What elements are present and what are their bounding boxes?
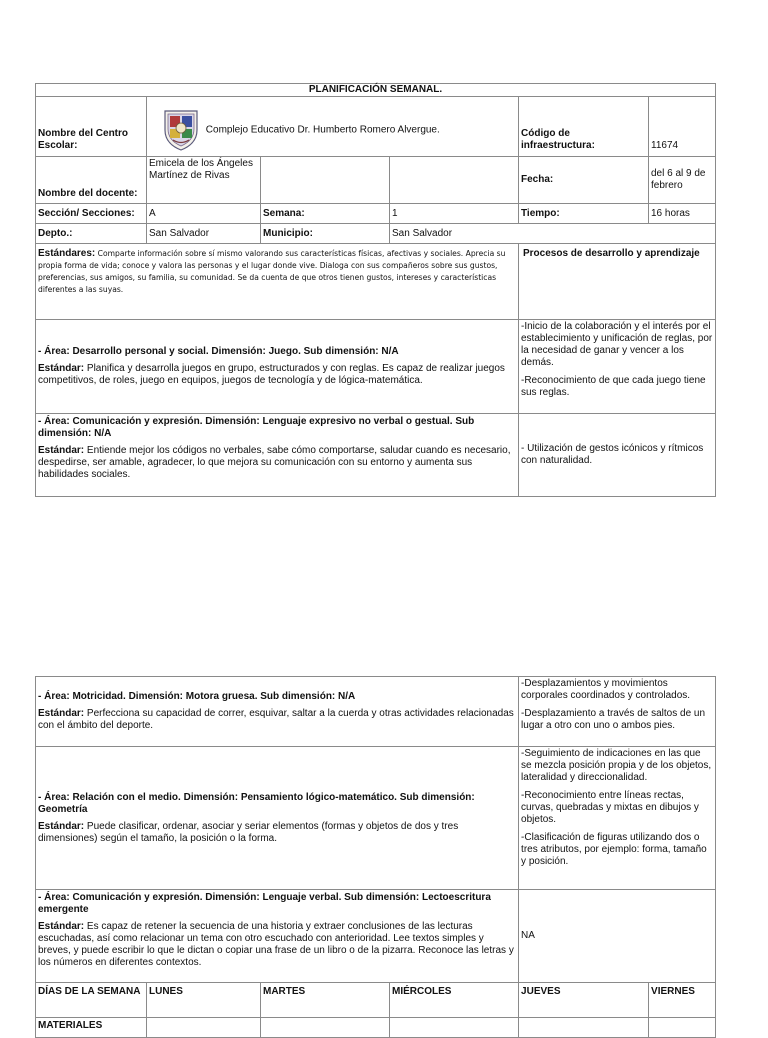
codigo-value: 11674 — [649, 97, 716, 157]
process-item: -Inicio de la colaboración y el interés por el establecimiento y unificación de reglas, por la necesidad de ganar y vencer a los demás. — [521, 321, 713, 368]
planning-table-page-1 — [35, 83, 716, 497]
area-title: - Área: Desarrollo personal y social. Dimensión: Juego. Sub dimensión: N/A — [38, 346, 399, 357]
estandares-cell — [36, 244, 519, 320]
area-title: - Área: Relación con el medio. Dimensión: Pensamiento lógico-matemático. Sub dimensión: Geometría — [38, 791, 475, 815]
day-viernes: VIERNES — [649, 983, 716, 1018]
area-cell — [36, 677, 519, 747]
docente-value: Emicela de los Ángeles Martínez de Rivas — [147, 157, 261, 204]
area-title: - Área: Motricidad. Dimensión: Motora gruesa. Sub dimensión: N/A — [38, 691, 356, 702]
fecha-label: Fecha: — [519, 157, 649, 204]
municipio-value: San Salvador — [390, 224, 716, 244]
empty-cell — [390, 157, 519, 204]
empty-cell — [519, 1018, 649, 1038]
empty-cell — [261, 1018, 390, 1038]
planning-table-page-2 — [35, 676, 716, 1038]
empty-cell — [390, 1018, 519, 1038]
centro-name: Complejo Educativo Dr. Humberto Romero Alvergue. — [205, 124, 440, 136]
days-label: DÍAS DE LA SEMANA — [36, 983, 147, 1018]
seccion-label: Sección/ Secciones: — [36, 204, 147, 224]
process-cell — [519, 747, 716, 890]
day-martes: MARTES — [261, 983, 390, 1018]
fecha-value: del 6 al 9 de febrero — [649, 157, 716, 204]
depto-value: San Salvador — [147, 224, 261, 244]
centro-cell — [147, 97, 519, 157]
seccion-value: A — [147, 204, 261, 224]
area-title: - Área: Comunicación y expresión. Dimensión: Lenguaje expresivo no verbal o gestual. Sub dimensión: N/A — [38, 416, 475, 439]
process-item: -Desplazamientos y movimientos corporales coordinados y controlados. — [521, 678, 691, 701]
area-standard: Estándar: Perfecciona su capacidad de correr, esquivar, saltar a la cuerda y otras actividades relacionadas con el ámbito del deporte. — [38, 708, 514, 731]
area-standard: Estándar: Entiende mejor los códigos no verbales, sabe cómo comportarse, saludar cuando es necesario, despedirse, ser amable, agradecer, lo que mejora su comunicación con su entorno y aumenta sus habilidades sociales. — [38, 445, 511, 480]
empty-cell — [261, 157, 390, 204]
materiales-label: MATERIALES — [36, 1018, 147, 1038]
school-crest-icon — [159, 108, 203, 152]
estandares-label: Estándares: — [38, 248, 96, 259]
process-item: -Reconocimiento entre líneas rectas, curvas, quebradas y mixtas en dibujos y objetos. — [521, 790, 699, 825]
codigo-label: Código de infraestructura: — [519, 97, 649, 157]
area-cell — [36, 414, 519, 497]
process-item: -Seguimiento de indicaciones en las que se mezcla posición propia y de los objetos, lateralidad y direccionalidad. — [521, 748, 712, 783]
area-standard: Estándar: Puede clasificar, ordenar, asociar y seriar elementos (formas y objetos de dos y tres dimensiones) según el tamaño, la posición o la forma. — [38, 820, 459, 844]
depto-label: Depto.: — [36, 224, 147, 244]
area-standard: Estándar: Es capaz de retener la secuencia de una historia y extraer conclusiones de las lecturas escuchadas, así como relacionar un tema con otro escuchado con anterioridad. Lee textos simples y breves, y puede escribir lo que le dictan o copiar una frase de un libro o de la pizarra. Reconoce las letras y los números en diferentes contextos. — [38, 921, 514, 968]
procesos-header: Procesos de desarrollo y aprendizaje — [519, 244, 716, 320]
empty-cell — [147, 1018, 261, 1038]
process-item: -Clasificación de figuras utilizando dos o tres atributos, por ejemplo: forma, tamaño y posición. — [521, 832, 707, 867]
area-cell — [36, 747, 519, 890]
day-jueves: JUEVES — [519, 983, 649, 1018]
semana-label: Semana: — [261, 204, 390, 224]
centro-label: Nombre del Centro Escolar: — [36, 97, 147, 157]
area-cell — [36, 890, 519, 983]
area-cell — [36, 320, 519, 414]
process-cell — [519, 320, 716, 414]
area-standard: Estándar: Planifica y desarrolla juegos en grupo, estructurados y con reglas. Es capaz de realizar juegos competitivos, de roles, juego en equipos, juegos de tecnología y de lógica-matemática. — [38, 363, 505, 386]
process-item: -Reconocimiento de que cada juego tiene sus reglas. — [521, 375, 706, 398]
semana-value: 1 — [390, 204, 519, 224]
day-miercoles: MIÉRCOLES — [390, 983, 519, 1018]
tiempo-value: 16 horas — [649, 204, 716, 224]
process-cell — [519, 677, 716, 747]
tiempo-label: Tiempo: — [519, 204, 649, 224]
process-item: NA — [521, 930, 535, 941]
area-title: - Área: Comunicación y expresión. Dimensión: Lenguaje verbal. Sub dimensión: Lectoescritura emergente — [38, 892, 491, 915]
municipio-label: Municipio: — [261, 224, 390, 244]
process-cell — [519, 890, 716, 983]
docente-label: Nombre del docente: — [36, 157, 147, 204]
page-title: PLANIFICACIÓN SEMANAL. — [36, 84, 716, 97]
empty-cell — [649, 1018, 716, 1038]
process-item: - Utilización de gestos icónicos y rítmicos con naturalidad. — [521, 443, 704, 466]
process-item: -Desplazamiento a través de saltos de un lugar a otro con uno o ambos pies. — [521, 708, 706, 731]
estandares-text: Comparte información sobre sí mismo valorando sus características físicas, afectivas y sociales. Aprecia su propia forma de vida; conoce y valora las personas y el lugar donde vive. Dialoga con sus compañeros sobre sus gustos, preferencias, sus amigos, su familia, su comunidad. Se da cuenta de que otros tienen gustos, intereses y características diferentes a las suyas. — [38, 249, 506, 294]
process-cell — [519, 414, 716, 497]
day-lunes: LUNES — [147, 983, 261, 1018]
